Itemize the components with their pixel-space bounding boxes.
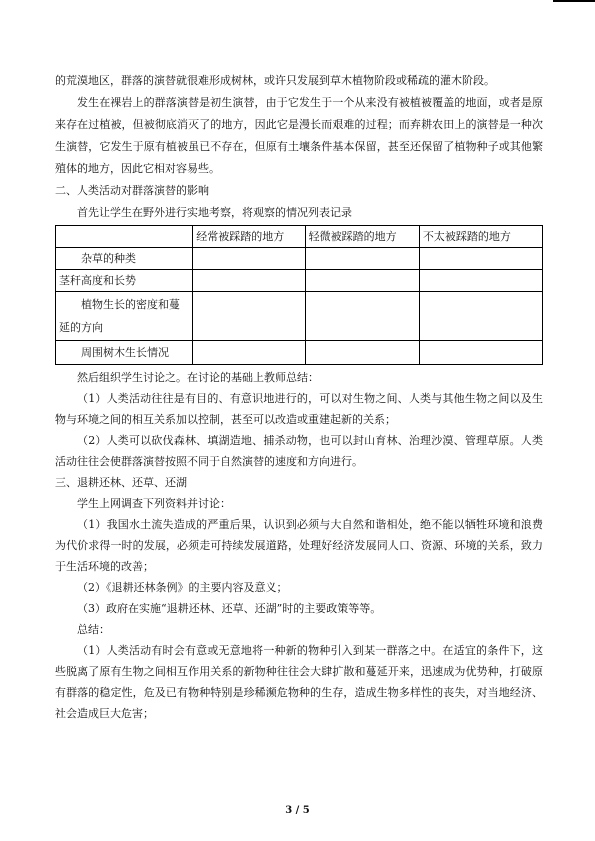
table-row bbox=[56, 292, 543, 341]
table-header-cell: 轻微被踩踏的地方 bbox=[305, 226, 419, 248]
table-cell bbox=[305, 248, 419, 270]
paragraph-summary-2: （2）人类可以砍伐森林、填湖造地、捕杀动物，也可以封山育林、治理沙漠、管理草原。人类活动往往会使群落演替按照不同于自然演替的速度和方向进行。 bbox=[55, 434, 543, 468]
table-cell bbox=[193, 341, 305, 365]
table-cell bbox=[305, 341, 419, 365]
table-header-row bbox=[56, 226, 543, 248]
table-cell bbox=[419, 341, 542, 365]
table-cell bbox=[193, 292, 305, 341]
table-header-cell bbox=[56, 226, 193, 248]
paragraph-desert: 的荒漠地区，群落的演替就很难形成树林，或许只发展到草木植物阶段或稀疏的灌木阶段。 bbox=[55, 74, 495, 87]
table-cell bbox=[419, 292, 542, 341]
row-label-plant-density: 植物生长的密度和蔓延的方向 bbox=[56, 292, 193, 341]
paragraph-discussion-intro: 然后组织学生讨论之。在讨论的基础上教师总结： bbox=[77, 371, 319, 384]
paragraph-conclusion-label: 总结： bbox=[77, 623, 110, 636]
document-body bbox=[55, 70, 543, 724]
paragraph-field-survey: 首先让学生在野外进行实地考察，将观察的情况列表记录 bbox=[77, 206, 352, 219]
table-row bbox=[56, 341, 543, 365]
table-cell bbox=[419, 248, 542, 270]
table-cell bbox=[193, 248, 305, 270]
paragraph-succession-types: 发生在裸岩上的群落演替是初生演替，由于它发生于一个从来没有被植被覆盖的地面，或者是原来存在过植被，但被彻底消灭了的地方，因此它是漫长而艰难的过程；而弃耕农田上的演替是一种次生演替，它发生于原有植被虽已不存在，但原有土壤条件基本保留，甚至还保留了植物种子或其他繁殖体的地方，因此它相对容易些。 bbox=[55, 96, 543, 175]
table-header-cell: 经常被踩踏的地方 bbox=[193, 226, 305, 248]
table-cell bbox=[305, 270, 419, 292]
paragraph-research-2: （2）《退耕还林条例》的主要内容及意义； bbox=[77, 581, 288, 594]
table-row bbox=[56, 270, 543, 292]
table-cell bbox=[419, 270, 542, 292]
row-label-tree-growth: 周围树木生长情况 bbox=[56, 341, 193, 365]
table-header-cell: 不太被踩踏的地方 bbox=[419, 226, 542, 248]
paragraph-summary-1: （1）人类活动往往是有目的、有意识地进行的，可以对生物之间、人类与其他生物之间以及生物与环境之间的相互关系加以控制，甚至可以改造或重建起新的关系； bbox=[55, 392, 543, 426]
table-row bbox=[56, 248, 543, 270]
paragraph-research-1: （1）我国水土流失造成的严重后果，认识到必须与大自然和谐相处，绝不能以牺牲环境和浪费为代价求得一时的发展，必须走可持续发展道路，处理好经济发展同人口、资源、环境的关系，致力于生活环境的改善； bbox=[55, 518, 543, 573]
header-rule bbox=[553, 0, 595, 2]
paragraph-research-intro: 学生上网调查下列资料并讨论： bbox=[77, 497, 231, 510]
observation-table bbox=[55, 225, 543, 365]
page-number: 3 / 5 bbox=[285, 805, 310, 816]
paragraph-research-3: （3）政府在实施“退耕还林、还草、还湖”时的主要政策等等。 bbox=[77, 602, 382, 615]
section-heading-human-activity: 二、人类活动对群落演替的影响 bbox=[55, 184, 209, 197]
paragraph-conclusion-1: （1）人类活动有时会有意或无意地将一种新的物种引入到某一群落之中。在适宜的条件下，这些脱离了原有生物之间相互作用关系的新物种往往会大肆扩散和蔓延开来，迅速成为优势种，打破原有群落的稳定性，危及已有物种特别是珍稀濒危物种的生存，造成生物多样性的丧失，对当地经济、社会造成巨大危害； bbox=[55, 644, 543, 720]
table-cell bbox=[305, 292, 419, 341]
row-label-weed-species: 杂草的种类 bbox=[56, 248, 193, 270]
row-label-stem-height: 茎秆高度和长势 bbox=[56, 270, 193, 292]
section-heading-return-farmland: 三、退耕还林、还草、还湖 bbox=[55, 476, 187, 489]
table-cell bbox=[193, 270, 305, 292]
